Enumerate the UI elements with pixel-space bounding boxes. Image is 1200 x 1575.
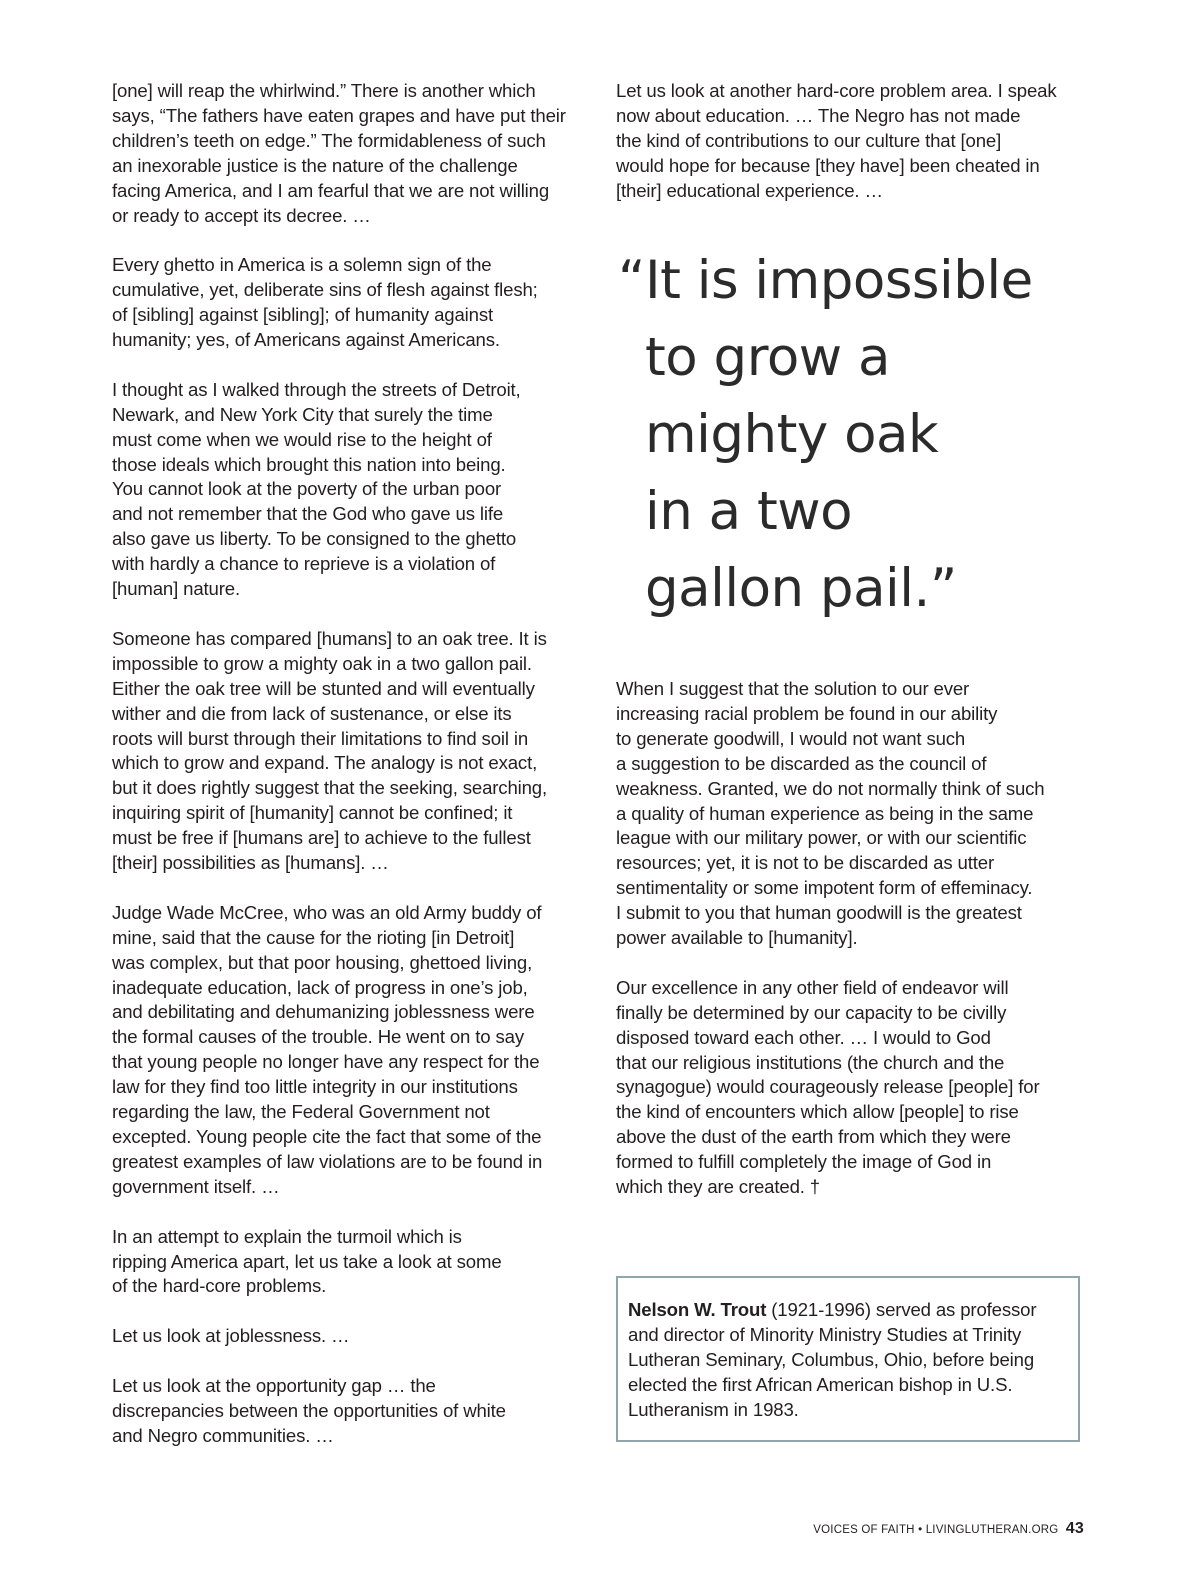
text-line: an inexorable justice is the nature of the challenge <box>112 154 518 176</box>
text-line: those ideals which brought this nation into being. <box>112 453 506 475</box>
pull-quote-line: gallon pail.” <box>645 558 957 619</box>
text-line: government itself. … <box>112 1175 280 1197</box>
text-line: Someone has compared [humans] to an oak tree. It is <box>112 627 547 649</box>
left-column <box>112 79 582 1474</box>
text-line: the kind of encounters which allow [people] to rise <box>616 1101 1019 1123</box>
text-line: You cannot look at the poverty of the urban poor <box>112 478 502 500</box>
text-line: was complex, but that poor housing, ghettoed living, <box>112 951 533 973</box>
text-line: When I suggest that the solution to our ever <box>616 678 970 699</box>
text-line: that our religious institutions (the church and the <box>616 1051 1005 1073</box>
paragraph <box>616 976 1086 1200</box>
text-line: discrepancies between the opportunities of white <box>112 1399 506 1421</box>
text-line: now about education. … The Negro has not made <box>616 104 1021 126</box>
text-line: resources; yet, it is not to be discarded as utter <box>616 852 994 874</box>
page-footer <box>813 1520 1084 1538</box>
text-line: with hardly a chance to reprieve is a violation of <box>112 553 496 575</box>
text-line: the kind of contributions to our culture that [one] <box>616 129 1002 151</box>
author-bio-line: and director of Minority Ministry Studies at Trinity <box>628 1323 1022 1345</box>
author-bio-line: elected the first African American bishop in U.S. <box>628 1373 1013 1395</box>
text-line: Let us look at joblessness. … <box>112 1325 350 1347</box>
right-column-top <box>616 79 1086 228</box>
text-line: that young people no longer have any respect for the <box>112 1051 540 1073</box>
text-line: power available to [humanity]. <box>616 927 858 949</box>
pull-quote-line: to grow a <box>645 327 890 388</box>
text-line: excepted. Young people cite the fact that some of the <box>112 1126 542 1147</box>
text-line: inadequate education, lack of progress in one’s job, <box>112 976 528 998</box>
text-line: Judge Wade McCree, who was an old Army buddy of <box>112 901 542 923</box>
text-line: formed to fulfill completely the image of God in <box>616 1151 992 1173</box>
text-line: league with our military power, or with our scientific <box>616 827 1027 849</box>
paragraph <box>112 79 582 228</box>
text-line: I thought as I walked through the streets of Detroit, <box>112 378 521 400</box>
paragraph <box>112 1225 582 1300</box>
author-name: Nelson W. Trout <box>628 1299 767 1320</box>
paragraph <box>112 627 582 876</box>
text-line: of the hard-core problems. <box>112 1275 327 1297</box>
text-line: roots will burst through their limitations to find soil in <box>112 727 529 749</box>
text-line: Every ghetto in America is a solemn sign of the <box>112 254 492 276</box>
text-line: [human] nature. <box>112 578 240 600</box>
text-line: and not remember that the God who gave us life <box>112 503 504 525</box>
pull-quote <box>618 242 1078 627</box>
author-bio-line: Lutheranism in 1983. <box>628 1398 799 1420</box>
pull-quote-line: “It is impossible <box>618 250 1033 311</box>
pull-quote-line: mighty oak <box>645 404 939 465</box>
text-line: I submit to you that human goodwill is the greatest <box>616 902 1022 924</box>
text-line: Either the oak tree will be stunted and will eventually <box>112 677 535 699</box>
text-line: Let us look at another hard-core problem area. I speak <box>616 80 1057 101</box>
text-line: must come when we would rise to the height of <box>112 428 492 450</box>
text-line: mine, said that the cause for the rioting [in Detroit] <box>112 926 515 948</box>
text-line: greatest examples of law violations are to be found in <box>112 1150 543 1172</box>
text-line: sentimentality or some impotent form of effeminacy. <box>616 877 1033 899</box>
author-bio-box <box>616 1276 1080 1442</box>
text-line: says, “The fathers have eaten grapes and have put their <box>112 104 566 126</box>
text-line: wither and die from lack of sustenance, or else its <box>112 702 512 724</box>
text-line: humanity; yes, of Americans against Americans. <box>112 329 500 351</box>
paragraph <box>616 79 1086 204</box>
text-line: ripping America apart, let us take a look at some <box>112 1250 502 1272</box>
text-line: regarding the law, the Federal Government not <box>112 1101 490 1123</box>
page-number: 43 <box>1065 1520 1084 1537</box>
text-line: impossible to grow a mighty oak in a two gallon pail. <box>112 652 532 674</box>
text-line: above the dust of the earth from which they were <box>616 1126 1011 1148</box>
text-line: Our excellence in any other field of endeavor will <box>616 976 1009 998</box>
text-line: In an attempt to explain the turmoil which is <box>112 1225 462 1247</box>
text-line: would hope for because [they have] been cheated in <box>616 154 1040 176</box>
text-line: to generate goodwill, I would not want such <box>616 727 966 749</box>
paragraph <box>112 901 582 1200</box>
text-line: [their] educational experience. … <box>616 179 883 201</box>
footer-publication: VOICES OF FAITH • LIVINGLUTHERAN.ORG <box>813 1524 1059 1536</box>
text-line: [their] possibilities as [humans]. … <box>112 852 389 874</box>
author-bio <box>628 1298 1068 1423</box>
text-line: a quality of human experience as being in the same <box>616 802 1034 824</box>
pull-quote-line: in a two <box>645 481 853 542</box>
text-line: Let us look at the opportunity gap … the <box>112 1375 436 1397</box>
text-line: also gave us liberty. To be consigned to the ghetto <box>112 528 517 550</box>
text-line: weakness. Granted, we do not normally think of such <box>616 777 1045 799</box>
text-line: which to grow and expand. The analogy is not exact, <box>112 752 538 774</box>
paragraph <box>616 677 1086 951</box>
text-line: cumulative, yet, deliberate sins of flesh against flesh; <box>112 279 538 301</box>
text-line: must be free if [humans are] to achieve to the fullest <box>112 827 531 849</box>
text-line: of [sibling] against [sibling]; of humanity against <box>112 304 493 326</box>
author-bio-line: Lutheran Seminary, Columbus, Ohio, before being <box>628 1348 1035 1370</box>
text-line: the formal causes of the trouble. He went on to say <box>112 1026 524 1048</box>
text-line: facing America, and I am fearful that we are not willing <box>112 179 550 201</box>
paragraph <box>112 378 582 602</box>
right-column-lower <box>616 677 1086 1225</box>
text-line: law for they find too little integrity in our institutions <box>112 1076 518 1098</box>
text-line: or ready to accept its decree. … <box>112 204 371 226</box>
text-line: which they are created. † <box>616 1176 820 1198</box>
paragraph <box>112 253 582 353</box>
author-bio-first-line: (1921-1996) served as professor <box>766 1299 1037 1320</box>
text-line: synagogue) would courageously release [people] for <box>616 1076 1040 1098</box>
text-line: inquiring spirit of [humanity] cannot be confined; it <box>112 802 513 824</box>
text-line: and debilitating and dehumanizing joblessness were <box>112 1001 535 1023</box>
paragraph <box>112 1374 582 1449</box>
text-line: and Negro communities. … <box>112 1424 334 1446</box>
text-line: but it does rightly suggest that the seeking, searching, <box>112 777 548 799</box>
text-line: a suggestion to be discarded as the council of <box>616 752 987 774</box>
paragraph <box>112 1324 582 1349</box>
text-line: Newark, and New York City that surely the time <box>112 403 493 425</box>
text-line: increasing racial problem be found in our ability <box>616 702 998 724</box>
text-line: finally be determined by our capacity to be civilly <box>616 1001 1007 1023</box>
text-line: disposed toward each other. … I would to God <box>616 1026 991 1048</box>
text-line: [one] will reap the whirlwind.” There is another which <box>112 80 536 101</box>
text-line: children’s teeth on edge.” The formidableness of such <box>112 129 546 151</box>
